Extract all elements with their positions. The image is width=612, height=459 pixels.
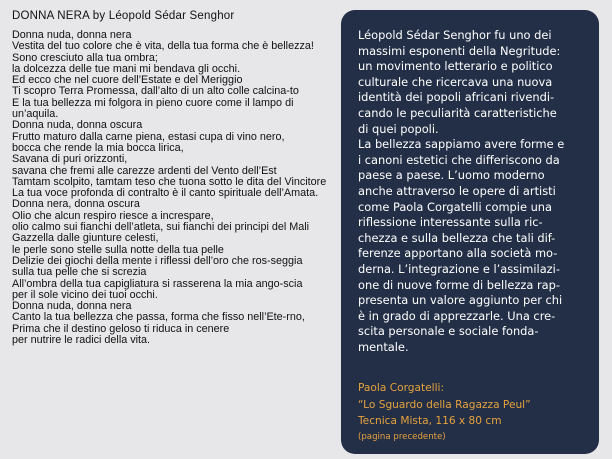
poem-line: Canto la tua bellezza che passa, forma che fisso nell’Ete-rno, <box>12 311 305 324</box>
poem-line: Frutto maturo dalla carne piena, estasi cupa di vino nero, <box>12 130 285 143</box>
poem-line: Ed ecco che nel cuore dell’Estate e del Meriggio <box>12 74 243 87</box>
essay-line: Léopold Sédar Senghor fu uno dei <box>358 28 552 42</box>
poem-line: Prima che il destino geloso ti riduca in cenere <box>12 322 230 335</box>
poem-line: le perle sono stelle sulla notte della tua pelle <box>12 243 224 256</box>
poem-line: Donna nuda, donna nera <box>12 29 132 41</box>
essay-line: La bellezza sappiamo avere forme e <box>358 137 565 152</box>
essay-line: chezza e sulla bellezza che tali dif- <box>358 230 556 245</box>
poem-line: E la tua bellezza mi folgora in pieno cuore come il lampo di un’aquila. <box>12 96 294 121</box>
poem-line: per nutrire le radici della vita. <box>12 334 151 347</box>
artwork-technique: Tecnica Mista, 116 x 80 cm <box>358 415 502 427</box>
essay-line: è in grado di apprezzarle. Una cre- <box>358 308 556 323</box>
essay-line: culturale che ricercava una nuova <box>358 74 553 89</box>
poem-line: Ti scopro Terra Promessa, dall’alto di un alto colle calcina-to <box>12 85 299 98</box>
essay-line: i canoni estetici che differiscono da <box>358 152 560 167</box>
poem-line: bocca che rende la mia bocca lirica, <box>12 141 184 154</box>
poem-line: Tamtam scolpito, tamtam teso che tuona sotto le dita del Vincitore <box>12 175 327 188</box>
poem-line: Gazzella dalle giunture celesti, <box>12 232 159 245</box>
artwork-caption <box>358 380 531 444</box>
essay-line: anche attraverso le opere di artisti <box>358 183 556 198</box>
essay-line: un movimento letterario e politico <box>358 59 553 74</box>
essay-line: massimi esponenti della Negritude: <box>358 43 561 58</box>
essay-line: di quei popoli. <box>358 121 439 136</box>
essay-line: presenta un valore aggiunto per chi <box>358 293 563 308</box>
poem-title: DONNA NERA by Léopold Sédar Senghor <box>12 10 235 22</box>
poem-line: Olio che alcun respiro riesce a increspare, <box>12 209 214 222</box>
poem-line: La tua voce profonda di contralto è il canto spirituale dell’Amata. <box>12 187 319 200</box>
essay-line: derna. L’integrazione e l’assimilazi- <box>358 261 560 276</box>
artwork-title: “Lo Sguardo della Ragazza Peul” <box>358 398 531 411</box>
poem-line: olio calmo sui fianchi dell’atleta, sui fianchi dei principi del Mali <box>12 221 310 234</box>
artist-name: Paola Corgatelli: <box>358 382 445 394</box>
poem-line: la dolcezza delle tue mani mi bendava gli occhi. <box>12 62 241 75</box>
poem-line: All’ombra della tua capigliatura si rasserena la mia ango-scia <box>12 277 303 290</box>
essay-line: identità dei popoli africani rivendi- <box>358 90 555 105</box>
poem-line: Donna nera, donna oscura <box>12 198 140 211</box>
essay-line: one di nuove forme di bellezza rap- <box>358 277 560 292</box>
poem-line: Donna nuda, donna nera <box>12 300 132 313</box>
poem-line: Vestita del tuo colore che è vita, della tua forma che è bellezza! <box>12 40 314 53</box>
essay-line: riflessione interessante sulla ric- <box>358 215 543 230</box>
poem-line: Sono cresciuto alla tua ombra; <box>12 51 158 64</box>
poem-line: Savana di puri orizzonti, <box>12 153 128 166</box>
caption-note: (pagina precedente) <box>358 431 446 442</box>
essay-line: ferenze apportano alla società mo- <box>358 246 558 261</box>
poem-body <box>12 30 332 346</box>
essay-text <box>358 28 585 355</box>
poem-line: Donna nuda, donna oscura <box>12 119 143 132</box>
essay-line: come Paola Corgatelli compie una <box>358 199 553 214</box>
essay-line: paese a paese. L’uomo moderno <box>358 168 545 183</box>
essay-line: mentale. <box>358 339 409 354</box>
poem-line: sulla tua pelle che si screzia <box>12 266 147 279</box>
essay-line: scita personale e sociale fonda- <box>358 324 539 339</box>
poem-column <box>12 10 332 346</box>
essay-line: cando le peculiarità caratteristiche <box>358 105 557 120</box>
poem-line: savana che fremi alle carezze ardenti del Vento dell’Est <box>12 164 277 177</box>
info-panel <box>341 10 599 454</box>
poem-line: Delizie dei giochi della mente i riflessi dell’oro che ros-seggia <box>12 254 303 267</box>
poem-line: per il sole vicino dei tuoi occhi. <box>12 288 158 301</box>
